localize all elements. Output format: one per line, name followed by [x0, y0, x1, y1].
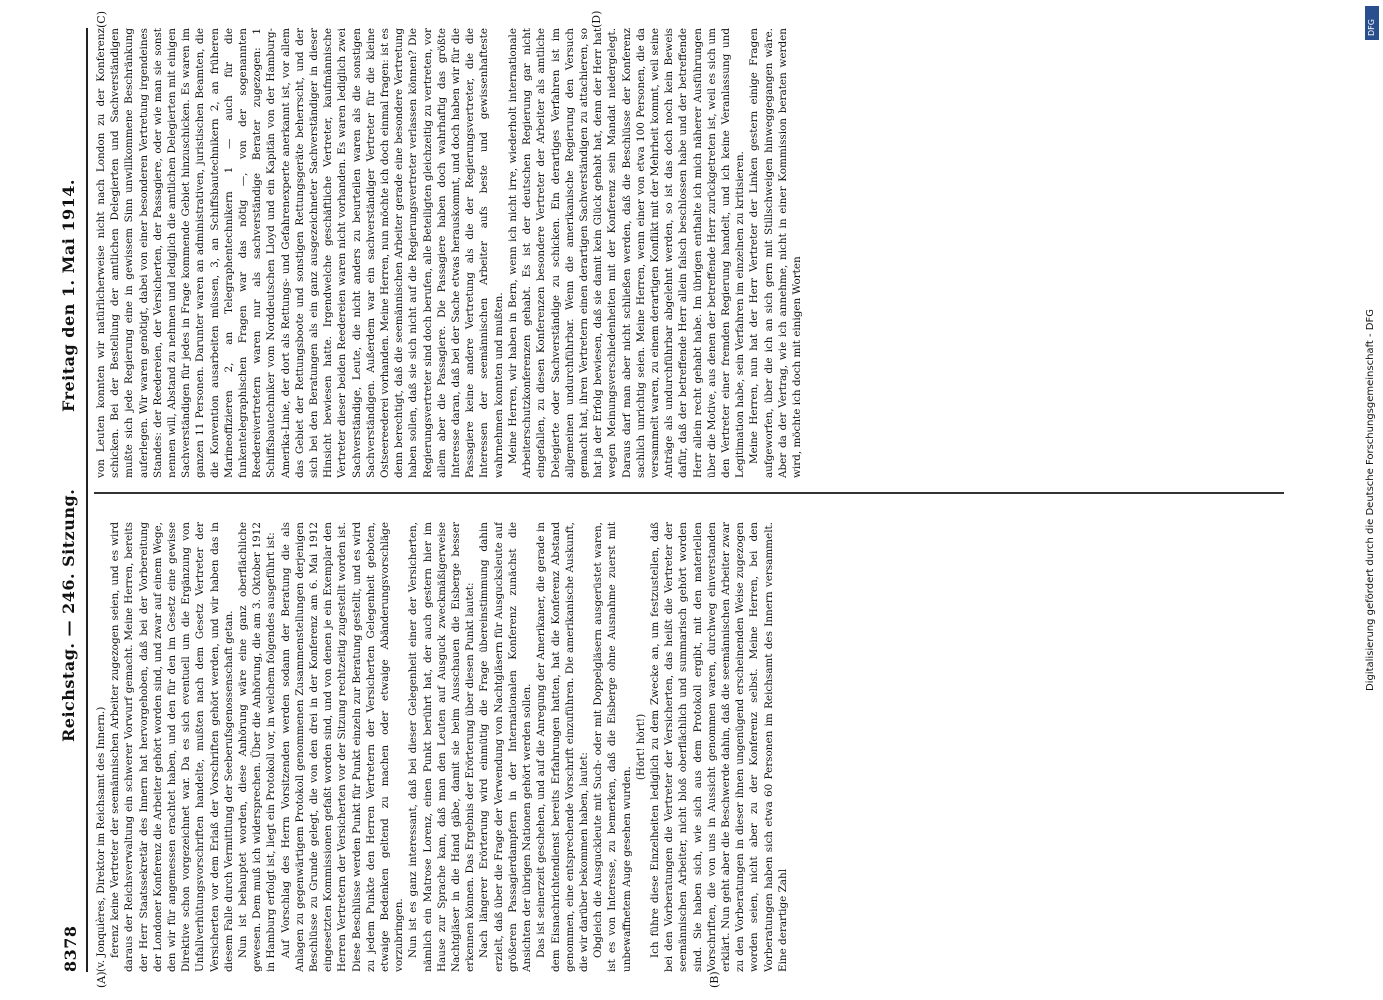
digitization-credit: [1365, 10, 1379, 990]
paragraph: Meine Herren, nun hat der Herr Vertreter der Linken gestern einige Fragen aufgeworfen, über die ich an sich gern mit Stillschweigen hinweggegangen wäre. Aber da der Vertrag, wie ich annehme, nicht in einer Kommission beraten werden wird, möchte ich doch mit einigen Worten: [748, 28, 803, 478]
column-separator: [94, 492, 1284, 494]
quoted-paragraph: Auf Vorschlag des Herrn Vorsitzenden werden sodann der Beratung die als Anlagen zu gegenwärtigem Protokoll genommenen Zusammenstellungen derjenigen Beschlüsse zu Grunde gelegt, die von den drei in der Konferenz am 6. Mai 1912 eingesetzten Kommissionen gefaßt worden sind, und von denen je ein Exemplar den Herren Vertretern der Versicherten vor der Sitzung rechtzeitig zugestellt worden ist. Diese Beschlüsse werden Punkt für Punkt einzeln zur Beratung gestellt, und es wird zu jedem Punkte den Herren Vertretern der Versicherten Gelegenheit geboten, etwaige Bedenken geltend zu machen oder etwaige Abänderungsvorschläge vorzubringen.: [279, 522, 406, 972]
paragraph: Das ist seinerzeit geschehen, und auf die Anregung der Amerikaner, die gerade in dem Eisnachrichtendienst bereits Erfahrungen hatten, hat die Konferenz Abstand genommen, eine entsprechende Vorschrift einzuführen. Die amerikanische Auskunft, die wir darüber bekommen haben, lautet:: [535, 522, 590, 972]
session-title: Reichstag. — 246. Sitzung.: [59, 488, 78, 742]
margin-marker-b: (B): [708, 971, 721, 988]
credit-text: Digitalisierung gefördert durch die Deutsche Forschungsgemeinschaft - DFG: [1365, 309, 1376, 692]
paragraph: Ich führe diese Einzelheiten lediglich zu dem Zwecke an, um festzustellen, daß bei den Vorberatungen die Vertreter der Versicherten, das heißt die Vertreter der seemännischen Arbeiter, nicht bloß oberflächlich und summarisch gehört worden sind. Sie haben sich, wie sich aus dem Protokoll ergibt, mit den materiellen Vorschriften, die von uns in Aussicht genommen waren, durchweg einverstanden erklärt. Nun geht aber die Beschwerde dahin, daß die seemännischen Arbeiter zwar zu den Vorberatungen in dieser ihnen ungenügend erscheinenden Weise zugezogen worden seien, nicht aber zu der Konferenz selbst. Meine Herren, bei den Vorberatungen haben sich etwa 60 Personen im Reichsamt des Innern versammelt. Eine derartige Zahl: [648, 522, 789, 972]
paragraph: von Leuten konnten wir natürlicherweise nicht nach London zu der Konferenz schicken. Bei der Bestellung der amtlichen Delegierten und Sachverständigen mußte sich jede Regierung eine in gewissem Sinn unwillkommene Beschränkung auferlegen. Wir waren genötigt, dabei von einer besonderen Vertretung irgendeines Standes: der Reedereien, der Versicherten, der Passagiere, oder wie man sie sonst nennen will, Abstand zu nehmen und lediglich die amtlichen Delegierten mit einigen Sachverständigen für jedes in Frage kommende Gebiet hinzuschicken. Es waren im ganzen 11 Personen. Darunter waren an administrativen, juristischen Beamten, die die Konvention ausarbeiten müssen, 3, an Schiffsbautechnikern 2, an früheren Marineoffizieren 2, an Telegraphentechnikern 1 — auch für die funkentelegraphischen Fragen war das nötig —, von der sogenannten Reedereivertretern waren nur als sachverständige Berater zugezogen: 1 Schiffsbautechniker vom Norddeutschen Lloyd und ein Kapitän von der Hamburg-Amerika-Linie, der dort als Rettungs- und Gefahrenexperte anerkannt ist, vor allem das Gebiet der Rettungsboote und sonstigen Rettungsgeräte beherrscht, und der sich bei den Beratungen als ein ganz ausgezeichneter Sachverständiger in dieser Hinsicht bewiesen hatte. Irgendwelche geschäftliche Vertreter, kaufmännische Vertreter dieser beiden Reedereien waren nicht vorhanden. Es waren lediglich zwei Sachverständige, Leute, die nicht anders zu beurteilen waren als die sonstigen Sachverständigen. Außerdem war ein sachverständiger Vertreter für die kleine Ostseereederei vorhanden. Meine Herren, nun möchte ich doch einmal fragen: ist es denn berechtigt, daß die seemännischen Arbeiter gerade eine besondere Vertretung haben sollen, daß sie sich nicht auf die Regierungsvertreter verlassen können? Die Regierungsvertreter sind doch berufen, alle Beteiligten gleichzeitig zu vertreten, vor allem aber die Passagiere. Die Passagiere haben doch wahrhaftig das größte Interesse daran, daß bei der Sache etwas herauskommt, und doch haben wir für die Passagiere keine andere Vertretung als die der Regierungsvertreter, die die Interessen der seemännischen Arbeiter aufs beste und gewissenhafteste wahrnehmen konnten und mußten.: [95, 28, 505, 478]
right-column: [94, 28, 1284, 478]
session-date: Freitag den 1. Mai 1914.: [59, 179, 78, 412]
dfg-logo-text: DFG: [1367, 19, 1376, 36]
paragraph: Meine Herren, wir haben in Bern, wenn ich nicht irre, wiederholt internationale Arbeiterschutzkonferenzen gehabt. Es ist der deutschen Regierung gar nicht eingefallen, zu diesen Konferenzen besondere Vertreter der Arbeiter als amtliche Delegierte oder Sachverständige zu schicken. Ein derartiges Verfahren ist im allgemeinen undurchführbar. Wenn die amerikanische Regierung den Versuch gemacht hat, ihren Vertretern einen derartigen Sachverständigen zu attachieren, so hat ja der Erfolg bewiesen, daß sie damit kein Glück gehabt hat, denn der Herr hat wegen Meinungsverschiedenheiten mit der Konferenz sein Mandat niedergelegt. Daraus darf man aber nicht schließen werden, daß die Beschlüsse der Konferenz sachlich unrichtig seien. Meine Herren, wenn einer von etwa 100 Personen, die da versammelt waren, zu einem derartigen Konflikt mit der Mehrheit kommt, weil seine Anträge als undurchführbar abgelehnt werden, so ist das doch noch kein Beweis dafür, daß der betreffende Herr allein falsch beschlossen habe und der betreffende Herr allein recht gehabt habe. Im übrigen enthalte ich mich näherer Ausführungen über die Motive, aus denen der betreffende Herr zurückgetreten ist, weil es sich um den Vertreter einer fremden Regierung handelt, und ich keine Veranlassung und Legitimation habe, sein Verfahren im einzelnen zu kritisieren.: [506, 28, 747, 478]
dfg-logo: [1365, 6, 1379, 40]
margin-marker-c: (C): [95, 11, 108, 28]
interjection: (Hört! hört!): [634, 713, 647, 781]
speaker-line: (v. Jonquières, Direktor im Reichsamt des Innern.): [95, 706, 107, 972]
paragraph: ferenz keine Vertreter der seemännischen Arbeiter zugezogen seien, und es wird daraus der Reichsverwaltung ein schwerer Vorwurf gemacht. Meine Herren, bereits der Herr Staatssekretär des Innern hat hervorgehoben, daß bei der Vorbereitung der Londoner Konferenz die Arbeiter gehört worden sind, und zwar auf einem Wege, den wir für angemessen erachtet haben, und den für den im Gesetz eine gewisse Direktive schon vorgezeichnet war. Da es sich eventuell um die Ergänzung von Unfallverhütungsvorschriften handelte, mußten nach dem Gesetz Vertreter der Versicherten vor dem Erlaß der Vorschriften gehört werden, und wir haben das in diesem Falle durch Vermittlung der Seeberufsgenossenschaft getan.: [109, 522, 235, 972]
margin-marker-a: (A): [95, 971, 108, 988]
left-column: [94, 522, 1284, 972]
paragraph: Nun ist behauptet worden, diese Anhörung wäre eine ganz oberflächliche gewesen. Dem muß ich widersprechen. Über die Anhörung, die am 3. Oktober 1912 in Hamburg erfolgt ist, liegt ein Protokoll vor, in welchem folgendes ausgeführt ist:: [237, 522, 278, 972]
page-header: [55, 28, 85, 972]
quoted-paragraph: Nach längerer Erörterung wird einmütig die Frage übereinstimmung dahin erzielt, daß über die Frage der Verwendung von Nachtgläsern für Ausgucksleute auf größeren Passagierdampfern in der Internationalen Konferenz zunächst die Ansichten der übrigen Nationen gehört werden sollen.: [478, 522, 534, 972]
page-number: 8378: [61, 925, 80, 972]
quoted-paragraph: Obgleich die Ausguckleute mit Such- oder mit Doppelgläsern ausgerüstet waren, ist es von Interesse, zu bemerken, daß die Eisberge ohne Ausnahme zuerst mit unbewaffnetem Auge gesehen wurden.: [592, 522, 633, 972]
paragraph: Nun ist es ganz interessant, daß bei dieser Gelegenheit einer der Versicherten, nämlich ein Matrose Lorenz, einen Punkt berührt hat, der auch gestern hier im Hause zur Sprache kam, daß man den Leuten auf Ausguck zweckmäßigerweise Nachtgläser in die Hand gäbe, damit sie beim Ausschauen die Eisberge besser erkennen können. Das Ergebnis der Erörterung über diesen Punkt lautet:: [407, 522, 477, 972]
margin-marker-d: (D): [590, 10, 603, 28]
header-rule: [86, 28, 88, 972]
